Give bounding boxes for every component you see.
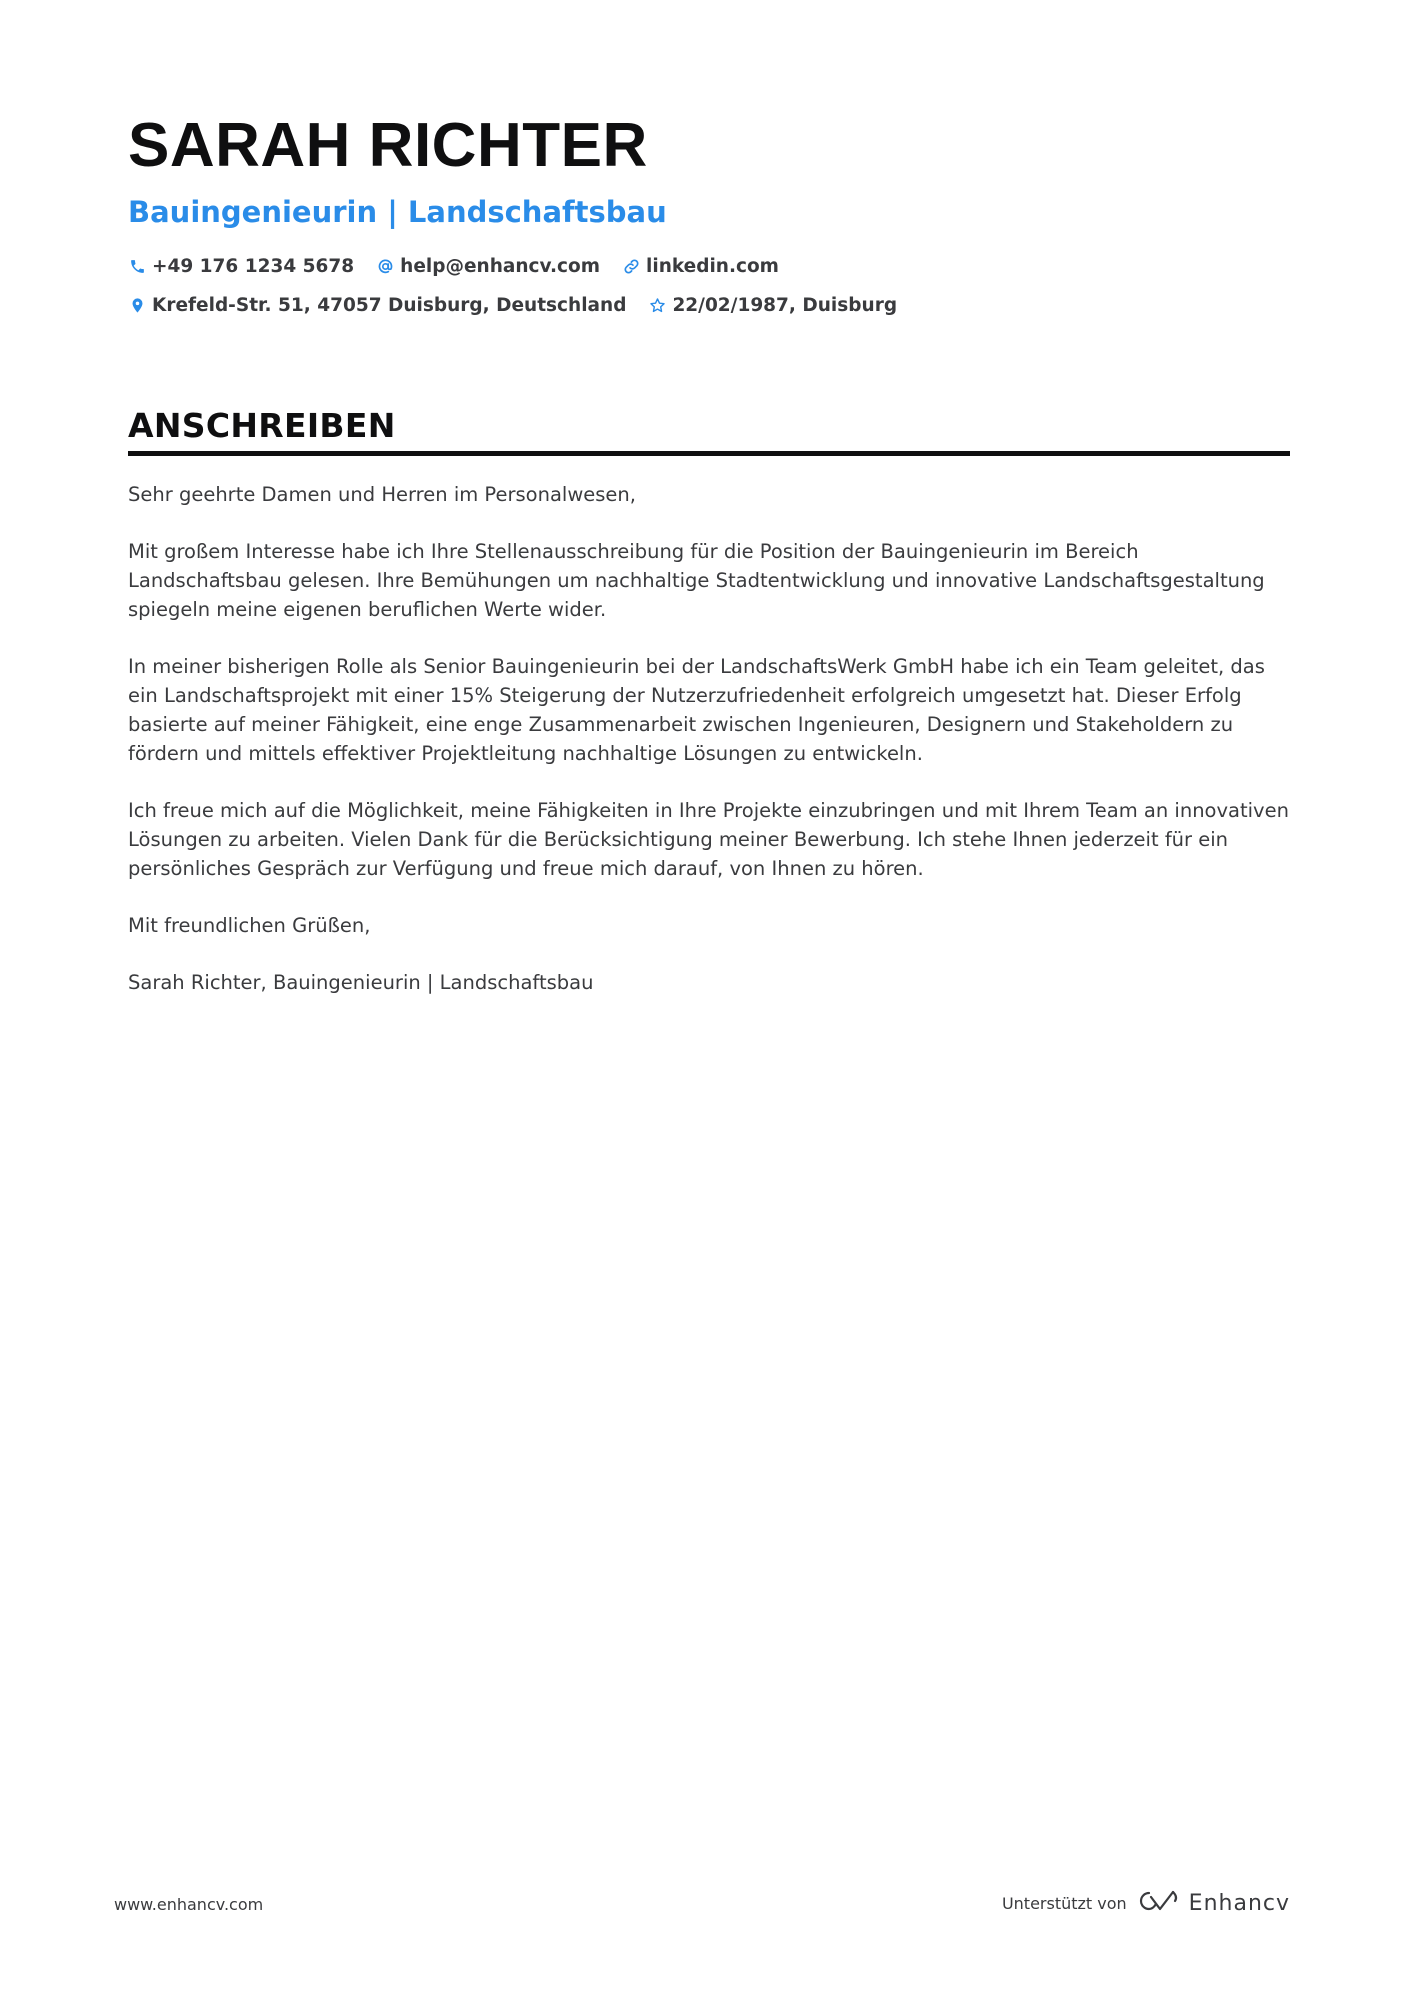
enhancv-brand[interactable] bbox=[1137, 1888, 1290, 1918]
letter-paragraph: In meiner bisherigen Rolle als Senior Bauingenieurin bei der LandschaftsWerk GmbH habe ich ein Team geleitet, das ein Landschaftsprojekt mit einer 15% Steigerung der Nutzerzufriedenheit erfolgreich umgesetzt hat. Dieser Erfolg basierte auf meiner Fähigkeit, eine enge Zusammenarbeit zwischen Ingenieuren, Designern und Stakeholdern zu fördern und mittels effektiver Projektleitung nachhaltige Lösungen zu entwickeln. bbox=[128, 655, 1265, 765]
brand-name: Enhancv bbox=[1188, 1890, 1290, 1916]
link-icon bbox=[622, 258, 640, 276]
star-icon bbox=[648, 297, 666, 315]
letter-salutation: Sehr geehrte Damen und Herren im Personalwesen, bbox=[128, 483, 636, 506]
candidate-name: SARAH RICHTER bbox=[128, 111, 648, 180]
contact-phone-text: +49 176 1234 5678 bbox=[152, 256, 355, 277]
contact-linkedin-text: linkedin.com bbox=[646, 256, 779, 277]
contact-phone[interactable] bbox=[128, 252, 354, 281]
letter-paragraph: Ich freue mich auf die Möglichkeit, meine Fähigkeiten in Ihre Projekte einzubringen und mit Ihrem Team an innovativen Lösungen zu arbeiten. Vielen Dank für die Berücksichtigung meiner Bewerbung. Ich stehe Ihnen jederzeit für ein persönliches Gespräch zur Verfügung und freue mich darauf, von Ihnen zu hören. bbox=[128, 799, 1289, 880]
phone-icon bbox=[128, 258, 146, 276]
cover-letter-section bbox=[128, 405, 1290, 1025]
contact-birth-text: 22/02/1987, Duisburg bbox=[672, 295, 898, 316]
powered-by-label: Unterstützt von bbox=[1001, 1893, 1127, 1913]
contact-email-text: help@enhancv.com bbox=[400, 256, 601, 277]
contact-address bbox=[128, 291, 626, 320]
enhancv-logo-icon bbox=[1137, 1888, 1181, 1918]
letter-body bbox=[128, 480, 1290, 997]
letter-signature: Sarah Richter, Bauingenieurin | Landschaftsbau bbox=[128, 971, 594, 994]
contact-linkedin[interactable] bbox=[622, 252, 779, 281]
letter-paragraph: Mit großem Interesse habe ich Ihre Stellenausschreibung für die Position der Bauingenieurin im Bereich Landschaftsbau gelesen. Ihre Bemühungen um nachhaltige Stadtentwicklung und innovative Landschaftsgestaltung spiegeln meine eigenen beruflichen Werte wider. bbox=[128, 540, 1265, 621]
map-pin-icon bbox=[128, 297, 146, 315]
contact-email[interactable] bbox=[376, 252, 600, 281]
contact-birth bbox=[648, 291, 897, 320]
contact-address-text: Krefeld-Str. 51, 47057 Duisburg, Deutschland bbox=[152, 295, 627, 316]
footer-website[interactable]: www.enhancv.com bbox=[114, 1895, 264, 1914]
candidate-headline: Bauingenieurin | Landschaftsbau bbox=[128, 195, 667, 229]
resume-header bbox=[128, 110, 1288, 320]
letter-closing: Mit freundlichen Grüßen, bbox=[128, 914, 371, 937]
at-sign-icon bbox=[376, 258, 394, 276]
section-title: ANSCHREIBEN bbox=[128, 406, 396, 445]
footer-branding bbox=[1002, 1888, 1290, 1918]
contact-list bbox=[128, 252, 1288, 320]
section-divider bbox=[128, 451, 1290, 456]
